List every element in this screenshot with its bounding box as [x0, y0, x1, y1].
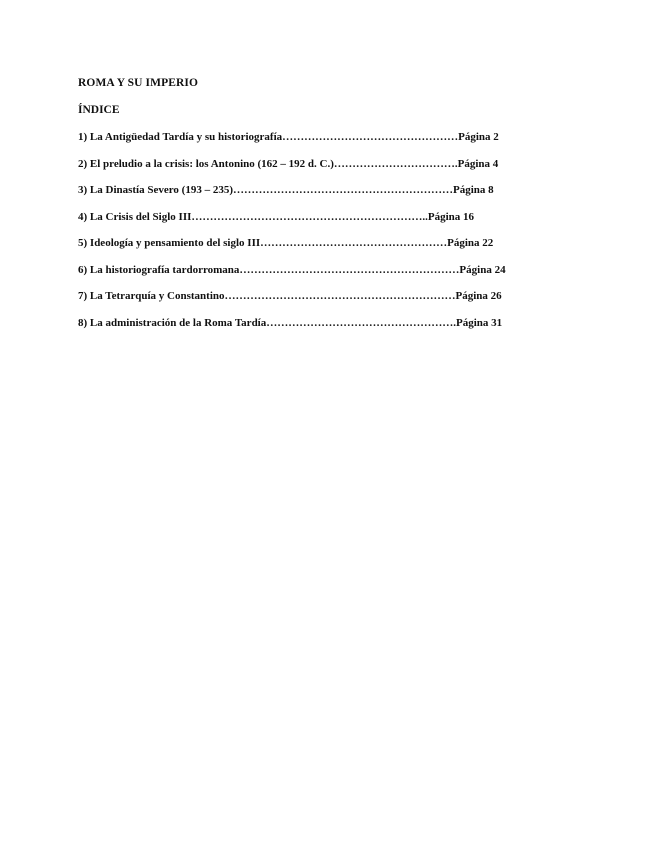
- toc-entry-page: Página 22: [447, 237, 494, 249]
- toc-entry-page: Página 16: [427, 210, 475, 223]
- toc-entry-label: 8) La administración de la Roma Tardía: [78, 316, 267, 329]
- document-title: ROMA Y SU IMPERIO: [78, 77, 199, 89]
- toc-entry-leader: ……………………………………………: [260, 237, 448, 249]
- toc-entry-label: 4) La Crisis del Siglo III: [78, 210, 192, 223]
- toc-entry-1: [78, 130, 548, 157]
- toc-entry-label: 6) La historiografía tardorromana: [78, 263, 240, 276]
- toc-entry-3: [78, 183, 548, 210]
- toc-entry-page: Página 31: [456, 316, 503, 329]
- toc-entry-7: [78, 289, 548, 316]
- index-heading: ÍNDICE: [78, 104, 120, 116]
- toc-entry-page: Página 26: [455, 290, 502, 302]
- toc-entry-label: 7) La Tetrarquía y Constantino: [78, 290, 225, 302]
- toc-entry-page: Página 8: [453, 184, 494, 196]
- toc-entry-leader: …………………………………………: [282, 131, 459, 143]
- toc-entry-5: [78, 236, 548, 263]
- toc-entry-label: 2) El preludio a la crisis: los Antonino (162 – 192 d. C.): [78, 157, 334, 170]
- toc-entry-label: 1) La Antigüedad Tardía y su historiografía: [78, 131, 283, 143]
- toc-entry-6: [78, 263, 548, 290]
- toc-entry-label: 3) La Dinastía Severo (193 – 235): [78, 184, 234, 196]
- toc-entry-page: Página 4: [457, 157, 499, 170]
- toc-entry-page: Página 24: [459, 263, 506, 276]
- toc-entry-leader: …………………………….: [333, 157, 458, 170]
- toc-entry-leader: ……………………………………………………: [233, 184, 454, 196]
- toc-entry-2: [78, 157, 548, 184]
- toc-entry-page: Página 2: [458, 131, 499, 143]
- toc-entry-leader: ………………………………………………………: [224, 290, 456, 302]
- toc-entry-label: 5) Ideología y pensamiento del siglo III: [78, 237, 261, 249]
- toc-entry-leader: ………………………………………………………..: [191, 210, 428, 223]
- table-of-contents: [78, 130, 548, 342]
- toc-entry-leader: …………………………………………….: [266, 316, 456, 329]
- toc-entry-8: [78, 316, 548, 343]
- toc-entry-leader: ……………………………………………………: [239, 263, 460, 276]
- toc-entry-4: [78, 210, 548, 237]
